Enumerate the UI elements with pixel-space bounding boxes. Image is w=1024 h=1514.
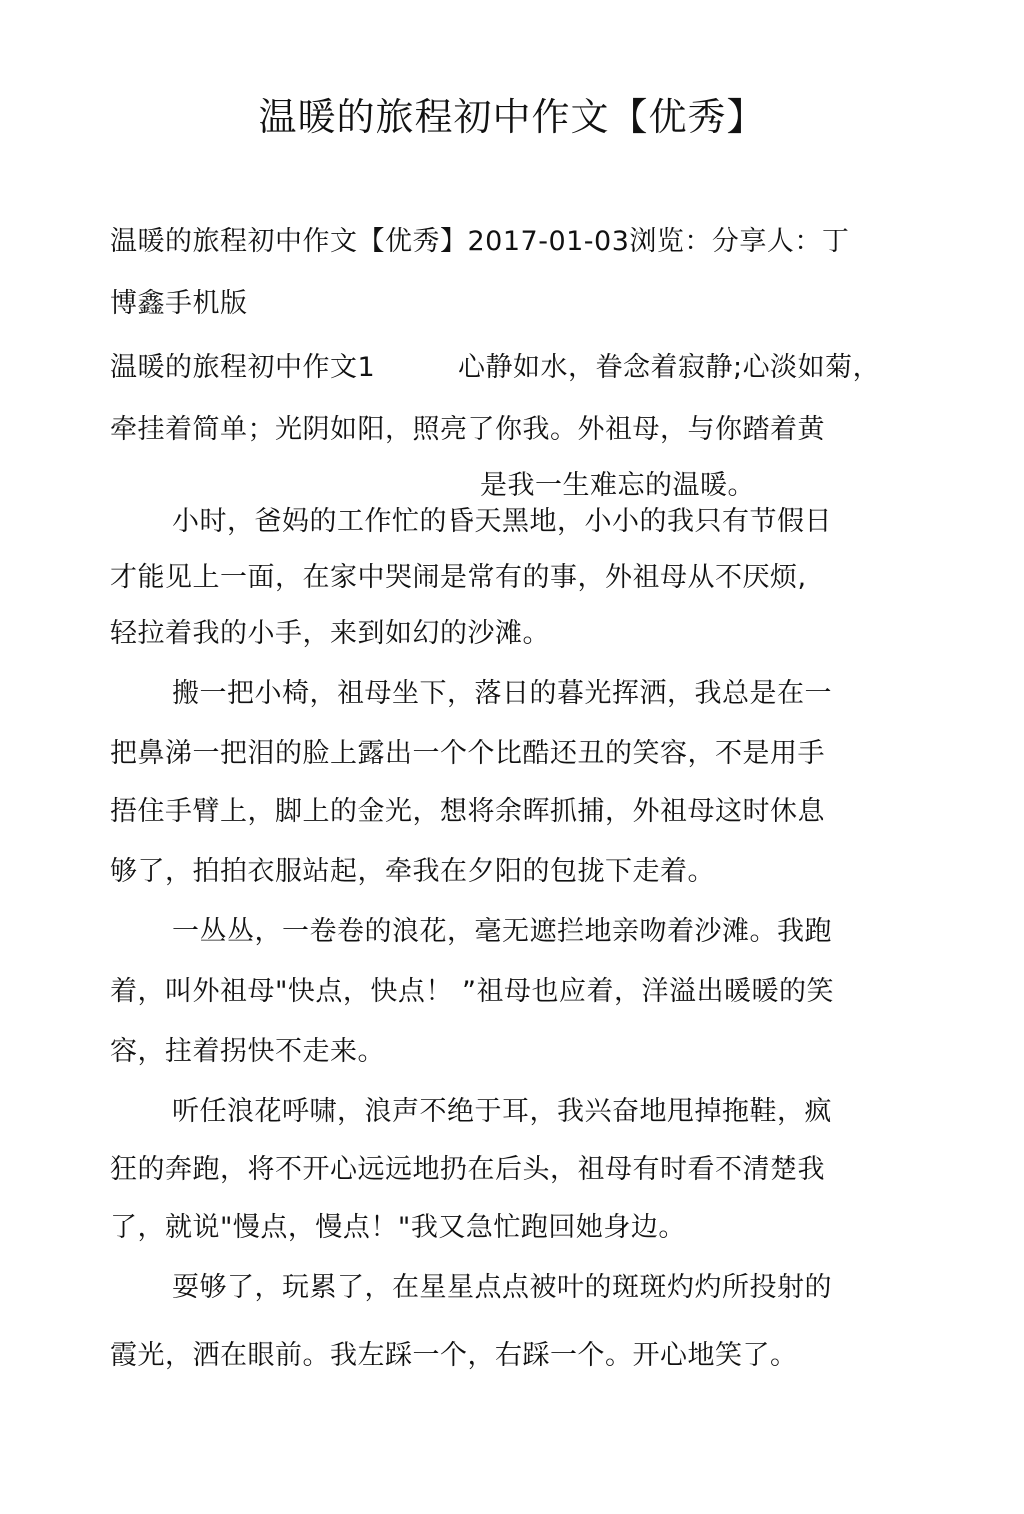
paragraph-1-line: 小时，爸妈的工作忙的昏天黑地，小小的我只有节假日 — [172, 506, 832, 537]
paragraph-4-line: 狂的奔跑，将不开心远远地扔在后头，祖母有时看不清楚我 — [110, 1154, 825, 1185]
intro-prefix: 温暖的旅程初中作文1 — [110, 352, 376, 383]
meta-line-continued: 博鑫手机版 — [110, 288, 248, 319]
paragraph-1-line: 轻拉着我的小手，来到如幻的沙滩。 — [110, 618, 550, 649]
paragraph-1-line: 才能见上一面，在家中哭闹是常有的事，外祖母从不厌烦, — [110, 562, 807, 593]
paragraph-3-line: 着，叫外祖母"快点，快点！ ”祖母也应着，洋溢出暖暖的笑 — [110, 976, 834, 1007]
paragraph-2-line: 捂住手臂上，脚上的金光，想将余晖抓捕，外祖母这时休息 — [110, 796, 825, 827]
paragraph-2-line: 把鼻涕一把泪的脸上露出一个个比酷还丑的笑容，不是用手 — [110, 738, 825, 769]
intro-line-3: 是我一生难忘的温暖。 — [480, 470, 755, 501]
paragraph-4-line: 了，就说"慢点，慢点！"我又急忙跑回她身边。 — [110, 1212, 686, 1243]
paragraph-3-line: 一丛丛，一卷卷的浪花，毫无遮拦地亲吻着沙滩。我跑 — [172, 916, 832, 947]
paragraph-4-line: 听任浪花呼啸，浪声不绝于耳，我兴奋地甩掉拖鞋，疯 — [172, 1096, 832, 1127]
intro-line-2: 牵挂着简单；光阴如阳，照亮了你我。外祖母，与你踏着黄 — [110, 414, 825, 445]
paragraph-2-line: 够了，拍拍衣服站起，牵我在夕阳的包拢下走着。 — [110, 856, 715, 887]
paragraph-3-line: 容，拄着拐快不走来。 — [110, 1036, 385, 1067]
paragraph-5-line: 霞光，洒在眼前。我左踩一个，右踩一个。开心地笑了。 — [110, 1340, 798, 1371]
meta-line: 温暖的旅程初中作文【优秀】2017-01-03浏览：分享人：丁 — [110, 226, 850, 257]
intro-line-1: 心静如水，眷念着寂静;心淡如菊， — [458, 352, 881, 383]
page-title: 温暖的旅程初中作文【优秀】 — [258, 95, 766, 139]
paragraph-5-line: 耍够了，玩累了，在星星点点被叶的斑斑灼灼所投射的 — [172, 1272, 832, 1303]
paragraph-2-line: 搬一把小椅，祖母坐下，落日的暮光挥洒，我总是在一 — [172, 678, 832, 709]
